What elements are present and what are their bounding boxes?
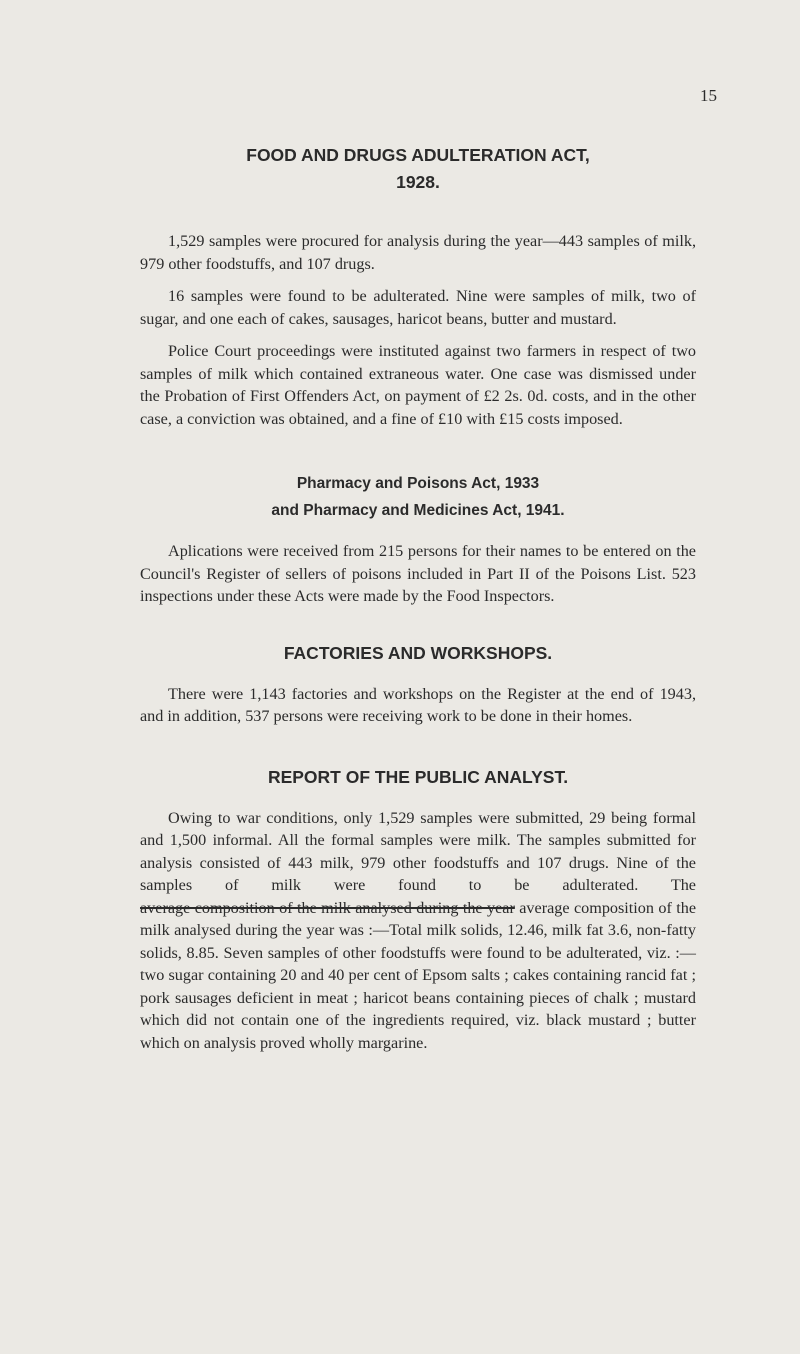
food-drugs-heading-line2: 1928. (396, 172, 440, 192)
page-content (140, 142, 696, 1054)
page-number: 15 (700, 86, 717, 105)
analyst-paragraph-end: average composition of the milk analysed during the year was :—Total milk solids, 12.46, milk fat 3.6, non-fatty solids, 8.85. Seven samples of other foodstuffs were found to be adulterated, viz. :— two sugar containing 20 and 40 per cent of Epsom salts ; cakes containing rancid fat ; pork sausages deficient in meat ; haricot beans containing pieces of chalk ; mustard which did not contain one of the ingredients required, viz. black mustard ; butter which on analysis proved wholly margarine. (140, 898, 697, 1052)
struck-through-line: average composition of the milk analysed during the year (140, 898, 515, 917)
factories-paragraph: There were 1,143 factories and workshops on the Register at the end of 1943, and in addition, 537 persons were receiving work to be done in their homes. (140, 684, 696, 725)
food-drugs-paragraph-court: Police Court proceedings were instituted against two farmers in respect of two samples of milk which contained extraneous water. One case was dismissed under the Probation of First Offenders Act, on payment of £2 2s. 0d. costs, and in the other case, a conviction was obtained, and a fine of £10 with £15 costs imposed. (140, 342, 696, 428)
food-drugs-paragraph-samples: 1,529 samples were procured for analysis during the year—443 samples of milk, 979 other foodstuffs, and 107 drugs. (140, 232, 696, 273)
analyst-paragraph-start: Owing to war conditions, only 1,529 samples were submitted, 29 being formal and 1,500 informal. All the formal samples were milk. The samples submitted for analysis consisted of 443 milk, 979 other foodstuffs and 107 drugs. Nine of the samples of milk were found to be adulterated. The (140, 808, 696, 894)
food-drugs-heading-line1: FOOD AND DRUGS ADULTERATION ACT, (246, 145, 590, 165)
analyst-section (140, 764, 696, 1055)
food-drugs-paragraph-adulterated: 16 samples were found to be adulterated. Nine were samples of milk, two of sugar, and one each of cakes, sausages, haricot beans, butter and mustard. (140, 287, 696, 328)
pharmacy-heading-line2: and Pharmacy and Medicines Act, 1941. (271, 502, 565, 519)
food-drugs-heading (140, 142, 696, 196)
food-drugs-section (140, 142, 696, 430)
pharmacy-section (140, 470, 696, 608)
pharmacy-heading-line1: Pharmacy and Poisons Act, 1933 (296, 475, 540, 492)
factories-heading: FACTORIES AND WORKSHOPS. (283, 642, 553, 663)
pharmacy-heading (140, 470, 696, 524)
analyst-heading: REPORT OF THE PUBLIC ANALYST. (267, 766, 569, 787)
pharmacy-paragraph: Aplications were received from 215 persons for their names to be entered on the Council's Register of sellers of poisons included in Part II of the Poisons List. 523 inspections under these Acts were made by the Food Inspectors. (140, 542, 696, 605)
factories-section (140, 640, 696, 728)
analyst-paragraph (140, 807, 696, 1055)
